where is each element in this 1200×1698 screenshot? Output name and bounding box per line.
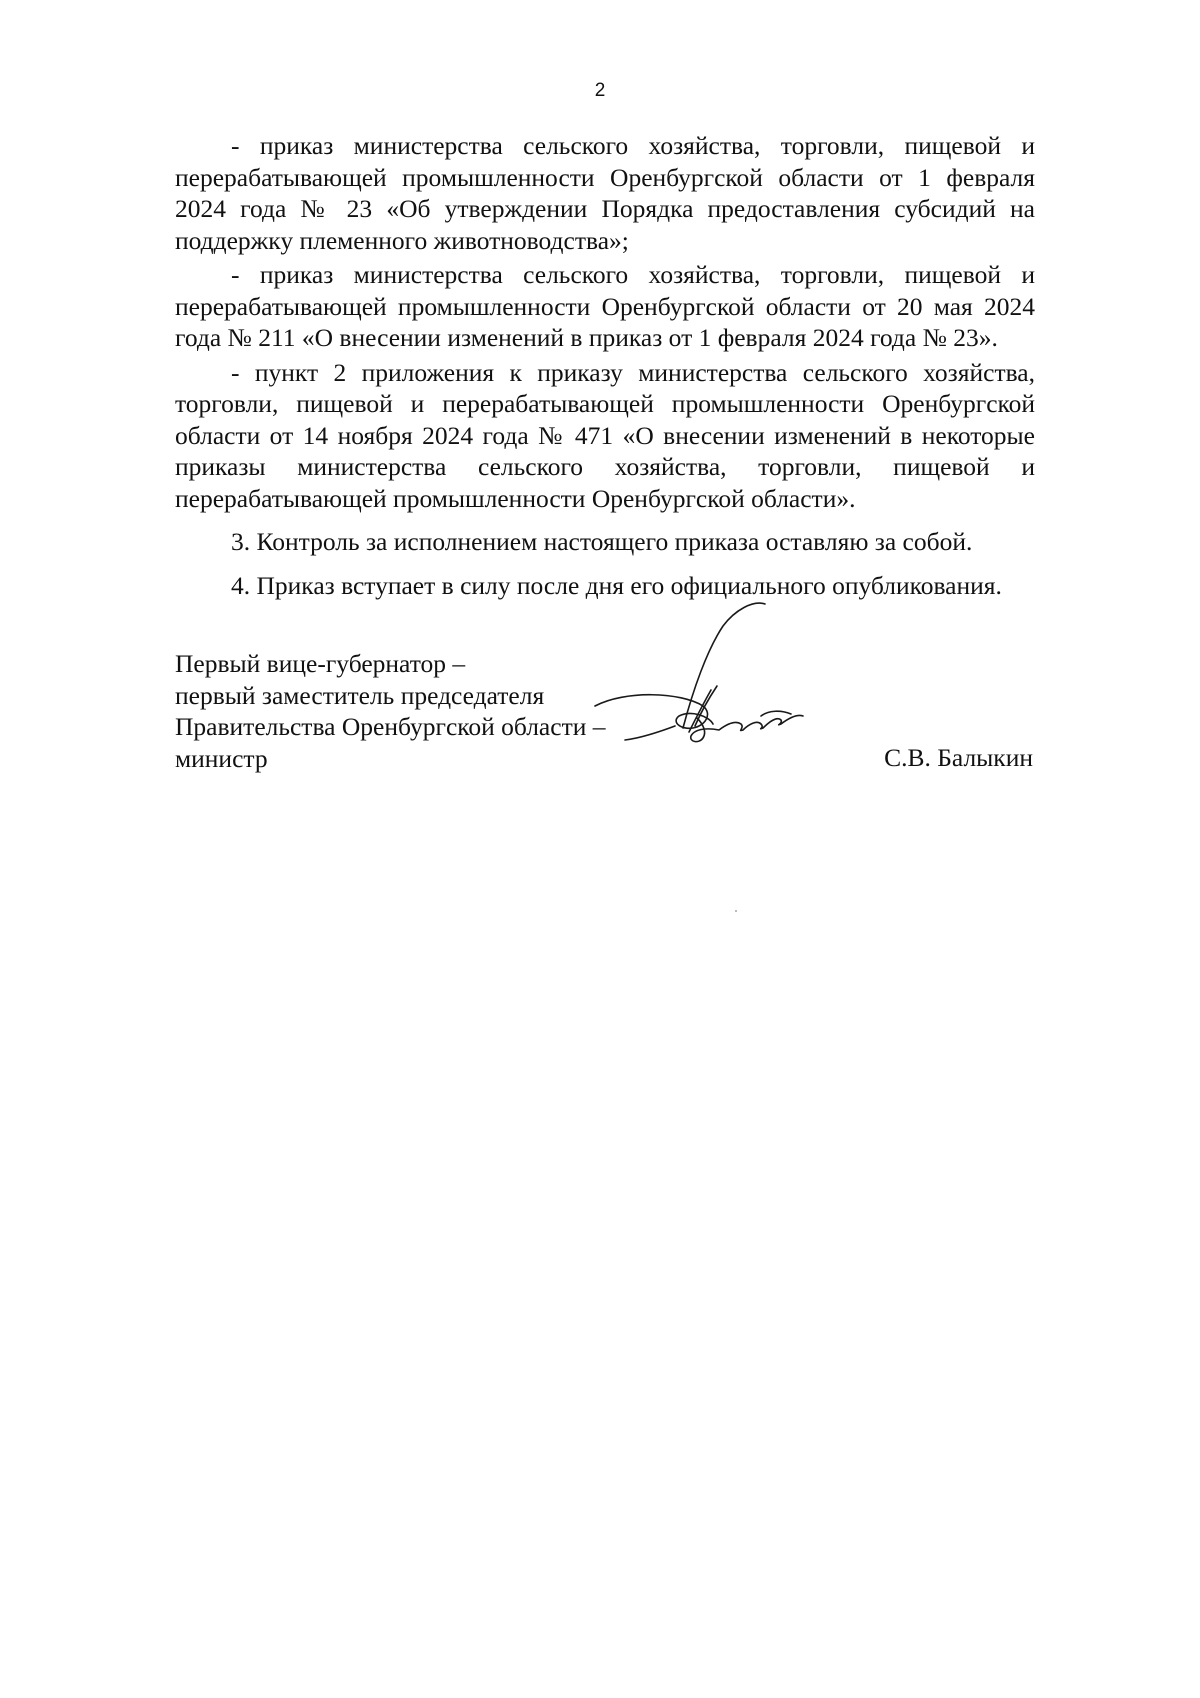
paragraph-repeal-order-23: - приказ министерства сельского хозяйства, торговли, пищевой и перерабатывающей промышленности Оренбургской области от 1 февраля 2024 года № 23 «Об утверждении Порядка предоставления субсидий на поддержку племенного животноводства»; <box>175 131 1035 255</box>
document-body <box>175 130 1035 613</box>
signer-position-line-3: Правительства Оренбургской области – <box>175 712 606 741</box>
signature-block <box>175 648 1035 788</box>
signer-position-line-2: первый заместитель председателя <box>175 680 545 710</box>
signer-position-line-1: Первый вице-губернатор – <box>175 649 466 678</box>
handwritten-signature <box>585 598 815 758</box>
paragraph-repeal-order-471: - пункт 2 приложения к приказу министерства сельского хозяйства, торговли, пищевой и перерабатывающей промышленности Оренбургской области от 14 ноября 2024 года № 471 «О внесении изменений в некоторые приказы министерства сельского хозяйства, торговли, пищевой и перерабатывающей промышленности Оренбургской области». <box>175 357 1035 513</box>
paragraph-repeal-order-211: - приказ министерства сельского хозяйства, торговли, пищевой и перерабатывающей промышленности Оренбургской области от 20 мая 2024 года № 211 «О внесении изменений в приказ от 1 февраля 2024 года № 23». <box>175 260 1035 352</box>
paragraph-control: 3. Контроль за исполнением настоящего приказа оставляю за собой. <box>231 527 973 556</box>
signer-name: С.В. Балыкин <box>884 743 1033 772</box>
page-number: 2 <box>594 80 606 101</box>
scan-speck <box>735 910 737 912</box>
paragraph-entry-into-force: 4. Приказ вступает в силу после дня его официального опубликования. <box>231 570 1002 600</box>
signer-position-line-4: министр <box>175 743 268 773</box>
